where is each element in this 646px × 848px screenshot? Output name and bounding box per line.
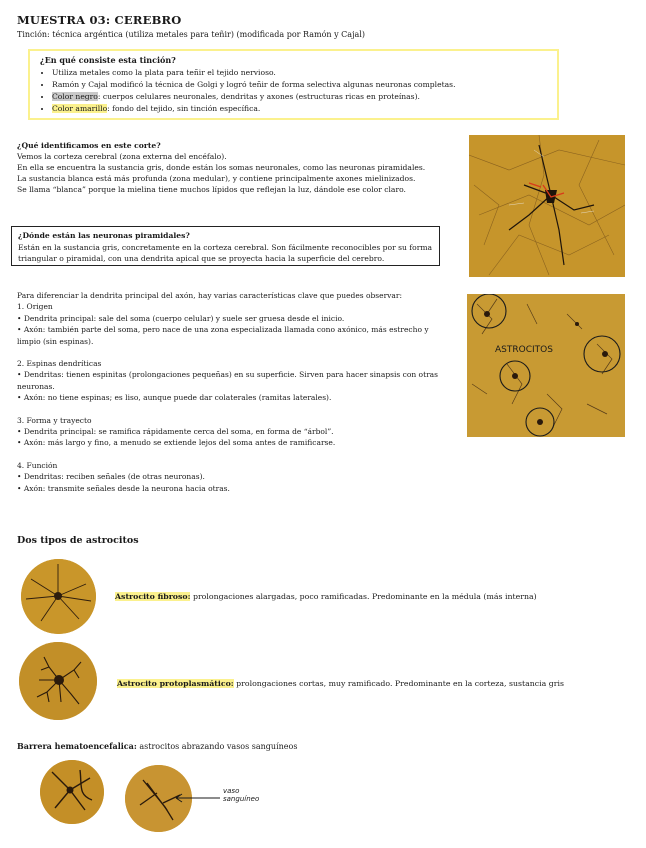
barrier-text: astrocitos abrazando vasos sanguíneos bbox=[136, 742, 298, 751]
info-item: • Ramón y Cajal modificó la técnica de Golgi y logró teñir de forma selectiva algunas neuronas completas. bbox=[52, 79, 547, 91]
identify-section bbox=[17, 140, 457, 195]
astrocytes-micrograph bbox=[467, 294, 625, 437]
identify-line: Vemos la corteza cerebral (zona externa del encéfalo). bbox=[17, 152, 227, 161]
diff-spines-item: • Dendritas: tienen espinitas (prolongaciones pequeñas) en su superficie. Sirven para hacer sinapsis con otras neuronas. bbox=[17, 370, 438, 391]
yellow-color-text: : fondo del tejido, sin tinción específica. bbox=[107, 104, 261, 113]
pyramidal-heading: ¿Dónde están las neuronas piramidales? bbox=[18, 231, 190, 240]
protoplasmic-astrocyte-caption bbox=[117, 679, 564, 688]
page-title: MUESTRA 03: CEREBRO bbox=[17, 13, 182, 27]
diff-function-item: • Dendritas: reciben señales (de otras neuronas). bbox=[17, 472, 205, 482]
diff-origin-item: • Axón: también parte del soma, pero nace de una zona especializada llamada cono axónico, más estrecho y limpio (sin espinas). bbox=[17, 325, 429, 346]
diff-spines-item: • Axón: no tiene espinas; es liso, aunque puede dar colaterales (ramitas laterales). bbox=[17, 393, 332, 403]
info-item-yellow bbox=[52, 103, 547, 115]
info-item-black bbox=[52, 91, 547, 103]
identify-line: Se llama “blanca” porque la mielina tiene muchos lípidos que reflejan la luz, dándole ese color claro. bbox=[17, 185, 406, 194]
identify-heading: ¿Qué identificamos en este corte? bbox=[17, 141, 161, 150]
info-box-list bbox=[40, 67, 547, 115]
astrocitos-label: ASTROCITOS bbox=[495, 345, 553, 355]
yellow-color-label: Color amarillo bbox=[52, 104, 108, 113]
vessel-label-2: sanguíneo bbox=[223, 795, 260, 803]
protoplasmic-text: prolongaciones cortas, muy ramificado. Predominante en la corteza, sustancia gris bbox=[233, 679, 564, 688]
pyramidal-box bbox=[11, 226, 440, 266]
fibrous-astrocyte-caption bbox=[115, 592, 537, 601]
info-item: • Utiliza metales como la plata para teñir el tejido nervioso. bbox=[52, 67, 547, 79]
diff-shape-item: • Axón: más largo y fino, a menudo se extiende lejos del soma antes de ramificarse. bbox=[17, 438, 336, 448]
diff-shape-title: 3. Forma y trayecto bbox=[17, 415, 92, 425]
barrier-label: Barrera hematoencefalica: bbox=[17, 741, 137, 751]
diff-origin-item: • Dendrita principal: sale del soma (cuerpo celular) y suele ser gruesa desde el inicio. bbox=[17, 313, 345, 323]
fibrous-text: prolongaciones alargadas, poco ramificadas. Predominante en la médula (más interna) bbox=[190, 592, 537, 601]
vessel-annotation bbox=[223, 787, 259, 803]
diff-shape-item: • Dendrita principal: se ramifica rápidamente cerca del soma, en forma de “árbol”. bbox=[17, 427, 334, 437]
diff-origin-title: 1. Origen bbox=[17, 302, 53, 312]
protoplasmic-astrocyte-image bbox=[19, 642, 97, 720]
black-color-label: Color negro bbox=[52, 92, 98, 101]
bbb-image-1 bbox=[40, 760, 104, 824]
fibrous-astrocyte-image bbox=[21, 559, 96, 634]
vessel-label-1: vaso bbox=[223, 787, 240, 795]
stain-subtitle: Tinción: técnica argéntica (utiliza metales para teñir) (modificada por Ramón y Cajal) bbox=[17, 30, 365, 39]
protoplasmic-label: Astrocito protoplasmático: bbox=[117, 679, 234, 688]
astrocytes-heading: Dos tipos de astrocitos bbox=[17, 535, 139, 546]
diff-function-item: • Axón: transmite señales desde la neurona hacia otras. bbox=[17, 483, 230, 493]
pyramidal-text: Están en la sustancia gris, concretamente en la corteza cerebral. Son fácilmente reconocibles por su forma triangular o piramidal, con una dendrita apical que se proyecta hacia la superficie del cerebro. bbox=[18, 242, 433, 263]
identify-line: En ella se encuentra la sustancia gris, donde están los somas neuronales, como las neuronas piramidales. bbox=[17, 163, 426, 172]
identify-line: La sustancia blanca está más profunda (zona medular), y contiene principalmente axones mielinizados. bbox=[17, 174, 416, 183]
stain-info-box bbox=[28, 49, 559, 120]
diff-function-title: 4. Función bbox=[17, 460, 58, 470]
blood-brain-barrier-caption bbox=[17, 741, 297, 751]
diff-intro: Para diferenciar la dendrita principal del axón, hay varias características clave que puedes observar: bbox=[17, 291, 403, 300]
black-color-text: : cuerpos celulares neuronales, dendritas y axones (estructuras ricas en proteínas). bbox=[97, 92, 420, 101]
diff-spines-title: 2. Espinas dendríticas bbox=[17, 359, 102, 369]
dendrite-axon-section bbox=[17, 290, 447, 494]
pyramidal-neuron-micrograph bbox=[469, 135, 625, 277]
info-box-heading: ¿En qué consiste esta tinción? bbox=[40, 55, 176, 65]
fibrous-label: Astrocito fibroso: bbox=[115, 592, 191, 601]
